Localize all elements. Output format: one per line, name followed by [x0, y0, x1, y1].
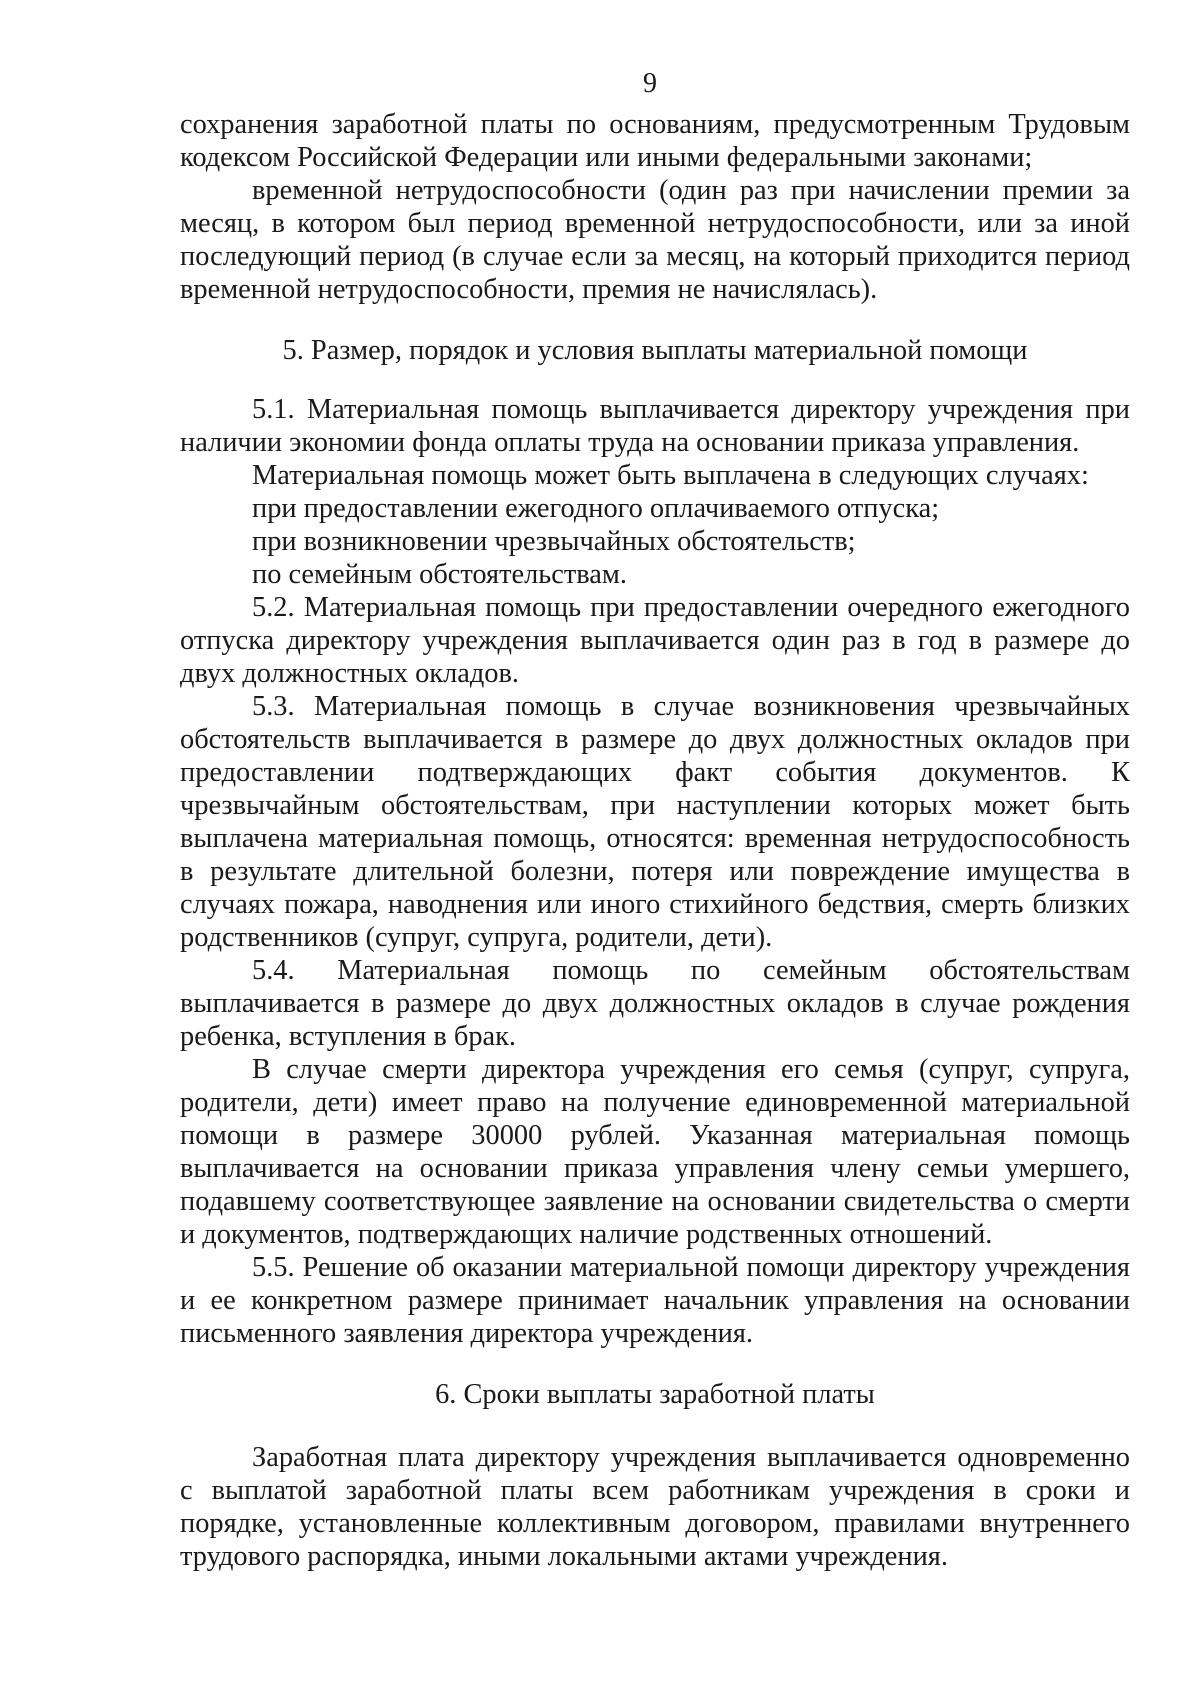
clause-5-1-case-family: по семейным обстоятельствам. [252, 559, 627, 590]
clause-5-1: 5.1. Материальная помощь выплачивается директору учреждения при наличии экономии фонда оплаты труда на основании приказа управления. [180, 394, 1130, 458]
clause-5-1-case-vacation: при предоставлении ежегодного оплачиваемого отпуска; [252, 493, 940, 524]
clause-5-5: 5.5. Решение об оказании материальной помощи директору учреждения и ее конкретном размере принимает начальник управления на основании письменного заявления директора учреждения. [180, 1252, 1130, 1349]
page-number: 9 [643, 68, 657, 99]
document-body [180, 108, 1130, 1573]
clause-5-2: 5.2. Материальная помощь при предоставлении очередного ежегодного отпуска директору учреждения выплачивается один раз в год в размере до двух должностных окладов. [180, 592, 1130, 689]
clause-5-4: 5.4. Материальная помощь по семейным обстоятельствам выплачивается в размере до двух должностных окладов в случае рождения ребенка, вступления в брак. [180, 955, 1130, 1052]
paragraph-salary-retention: сохранения заработной платы по основаниям, предусмотренным Трудовым кодексом Российской Федерации или иными федеральными законами; [180, 109, 1130, 173]
section-heading-6: 6. Сроки выплаты заработной платы [435, 1379, 875, 1410]
clause-5-3: 5.3. Материальная помощь в случае возникновения чрезвычайных обстоятельств выплачивается в размере до двух должностных окладов при предоставлении подтверждающих факт события документов. К чрезвычайным обстоятельствам, при наступлении которых может быть выплачена материальная помощь, относятся: временная нетрудоспособность в результате длительной болезни, потеря или повреждение имущества в случаях пожара, наводнения или иного стихийного бедствия, смерть близких родственников (супруг, супруга, родители, дети). [180, 691, 1130, 953]
section-heading-5: 5. Размер, порядок и условия выплаты материальной помощи [282, 335, 1028, 366]
section-6-text: Заработная плата директору учреждения выплачивается одновременно с выплатой заработной платы всем работникам учреждения в сроки и порядке, установленные коллективным договором, правилами внутреннего трудового распорядка, иными локальными актами учреждения. [180, 1442, 1130, 1572]
clause-5-4-death: В случае смерти директора учреждения его семья (супруг, супруга, родители, дети) имеет право на получение единовременной материальной помощи в размере 30000 рублей. Указанная материальная помощь выплачивается на основании приказа управления члену семьи умершего, подавшему соответствующее заявление на основании свидетельства о смерти и документов, подтверждающих наличие родственных отношений. [180, 1054, 1130, 1250]
clause-5-1-case-emergency: при возникновении чрезвычайных обстоятельств; [252, 526, 856, 557]
clause-5-1-cases-intro: Материальная помощь может быть выплачена в следующих случаях: [252, 460, 1089, 491]
paragraph-temporary-disability: временной нетрудоспособности (один раз при начислении премии за месяц, в котором был период временной нетрудоспособности, или за иной последующий период (в случае если за месяц, на который приходится период временной нетрудоспособности, премия не начислялась). [180, 175, 1130, 305]
